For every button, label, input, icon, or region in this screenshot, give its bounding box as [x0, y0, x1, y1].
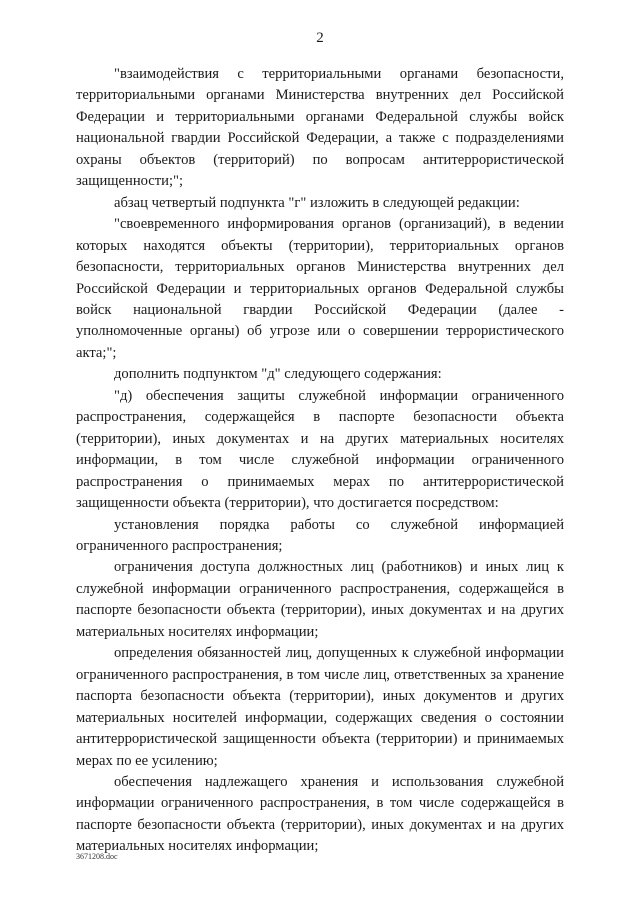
paragraph: ограничения доступа должностных лиц (работников) и иных лиц к служебной информации ограниченного распространения, содержащейся в паспорте безопасности объекта (территории), иных документах и на других материальных носителях информации; [76, 559, 564, 640]
page-number: 2 [316, 30, 324, 46]
paragraph: установления порядка работы со служебной информацией ограниченного распространения; [76, 516, 564, 554]
paragraph: дополнить подпунктом "д" следующего содержания: [114, 366, 442, 383]
paragraph: абзац четвертый подпункта "г" изложить в следующей редакции: [114, 194, 520, 211]
paragraph: "своевременного информирования органов (организаций), в ведении которых находятся объекты (территории), территориальных органов безопасности, территориальных органов Министерства внутренних дел Российской Федерации и территориальных органов Федеральной службы войск национальной гвардии Российской Федерации (далее - уполномоченные органы) об угрозе или о совершении террористического акта;"; [76, 216, 564, 361]
paragraph: обеспечения надлежащего хранения и использования служебной информации ограниченного распространения, в том числе содержащейся в паспорте безопасности объекта (территории), иных документах и на других материальных носителях информации; [76, 773, 564, 855]
paragraph: определения обязанностей лиц, допущенных к служебной информации ограниченного распространения, в том числе лиц, ответственных за хранение паспорта безопасности объекта (территории), иных документов и других материальных носителей информации, содержащих сведения о состоянии антитеррористической защищенности объекта (территории) и принимаемых мерах по ее усилению; [76, 645, 564, 769]
document-body [76, 64, 564, 858]
paragraph: "взаимодействия с территориальными органами безопасности, территориальными органами Министерства внутренних дел Российской Федерации и территориальными органами Федеральной службы войск национальной гвардии Российской Федерации, а также с подразделениями охраны объектов (территорий) по вопросам антитеррористической защищенности;"; [76, 66, 564, 190]
document-file-code: 3671208.doc [76, 852, 118, 861]
paragraph: "д) обеспечения защиты служебной информации ограниченного распространения, содержащейся в паспорте безопасности объекта (территории), иных документах и на других материальных носителях информации, в том числе служебной информации ограниченного распространения о принимаемых мерах по антитеррористической защищенности объекта (территории), что достигается посредством: [76, 387, 564, 512]
